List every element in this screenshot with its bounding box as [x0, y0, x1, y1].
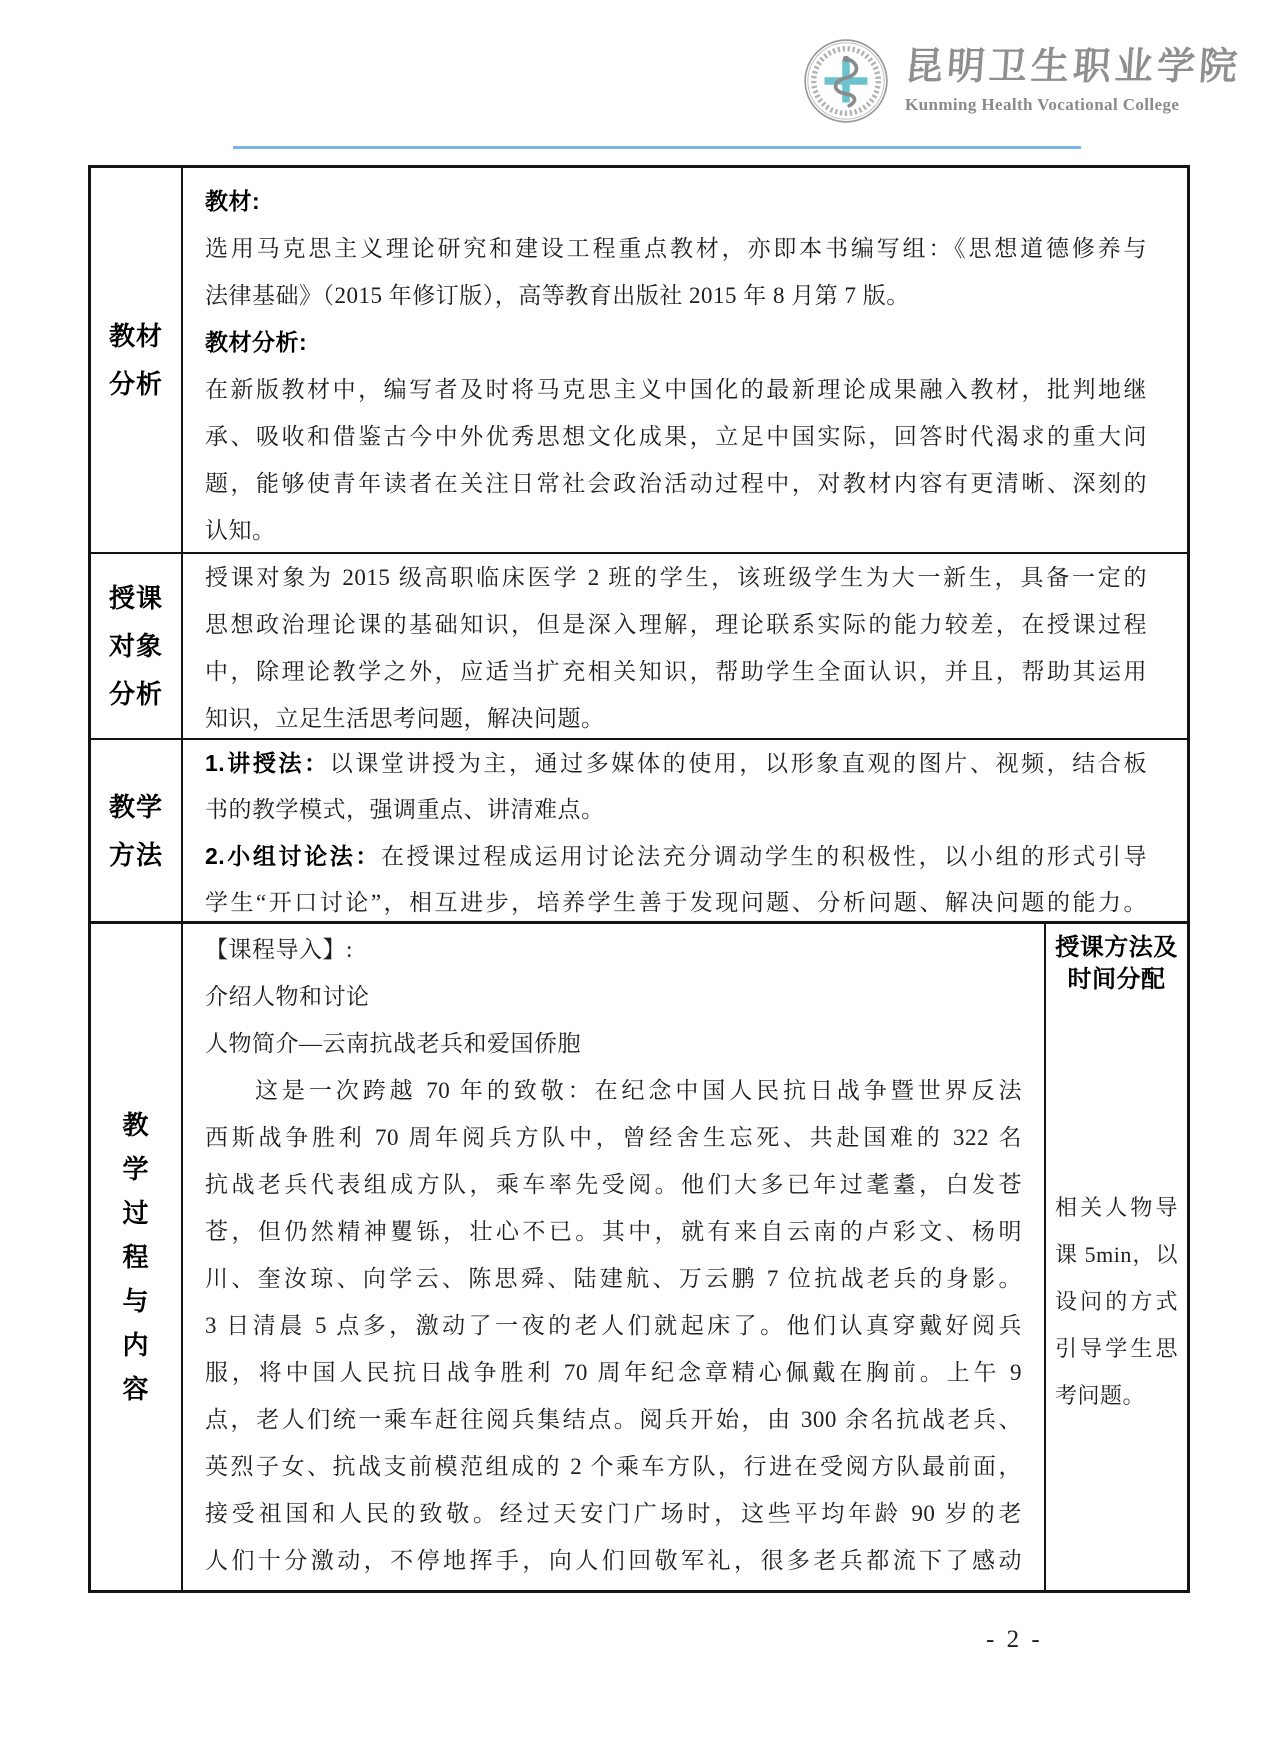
text-line: 3 日清晨 5 点多，激动了一夜的老人们就起床了。他们认真穿戴好阅兵 — [205, 1313, 1022, 1338]
text-line: 川、奎汝琼、向学云、陈思舜、陆建航、万云鹏 7 位抗战老兵的身影。 — [205, 1266, 1022, 1291]
text-line: 西斯战争胜利 70 周年阅兵方队中，曾经舍生忘死、共赴国难的 322 名 — [205, 1125, 1022, 1150]
text-line: 人们十分激动，不停地挥手，向人们回敬军礼，很多老兵都流下了感动 — [205, 1548, 1022, 1573]
text-line: 容 — [122, 1374, 150, 1404]
text-line: 1.讲授法：以课堂讲授为主，通过多媒体的使用，以形象直观的图片、视频，结合板 — [205, 750, 1148, 776]
table-row-audience-analysis — [91, 552, 1187, 738]
text-line: 承、吸收和借鉴古今中外优秀思想文化成果，立足中国实际，回答时代渴求的重大问 — [205, 424, 1147, 449]
text-line: 在新版教材中，编写者及时将马克思主义中国化的最新理论成果融入教材，批判地继 — [205, 377, 1147, 402]
text-line: 认知。 — [205, 518, 276, 543]
text-line: 内 — [122, 1330, 150, 1360]
text-line: 时间分配 — [1067, 966, 1166, 993]
method-time-note — [1046, 1184, 1187, 1419]
college-logo — [803, 38, 1241, 124]
table-row-teaching-process — [91, 921, 1187, 1590]
text-line: 英烈子女、抗战支前模范组成的 2 个乘车方队，行进在受阅方队最前面， — [205, 1454, 1022, 1479]
row-label-textbook-analysis — [91, 168, 183, 552]
text-line: 书的教学模式，强调重点、讲清难点。 — [205, 797, 605, 822]
text-line: 与 — [122, 1286, 150, 1316]
text-line: 教材: — [205, 188, 261, 214]
text-line: 引导学生思 — [1055, 1336, 1178, 1361]
line-bold-prefix: 2.小组讨论法： — [205, 843, 381, 869]
text-line: 教材分析: — [205, 329, 308, 355]
page-number: - 2 - — [986, 1626, 1043, 1653]
text-line: 考问题。 — [1055, 1383, 1146, 1408]
text-line: 教 — [122, 1110, 150, 1140]
text-line: 授课 — [108, 583, 163, 613]
row-label-audience-analysis — [91, 554, 183, 738]
text-line: 思想政治理论课的基础知识，但是深入理解，理论联系实际的能力较差，在授课过程 — [205, 612, 1147, 637]
text-line: 介绍人物和讨论 — [205, 984, 370, 1009]
row-content-teaching-methods — [183, 740, 1187, 921]
text-line: 分析 — [108, 679, 163, 709]
text-line: 设问的方式 — [1055, 1289, 1178, 1314]
row-label-teaching-methods — [91, 740, 183, 921]
text-line: 接受祖国和人民的致敬。经过天安门广场时，这些平均年龄 90 岁的老 — [205, 1501, 1022, 1526]
row-label-teaching-process — [91, 924, 183, 1590]
text-line: 法律基础》（2015 年修订版），高等教育出版社 2015 年 8 月第 7 版。 — [205, 283, 910, 308]
text-line: 中，除理论教学之外，应适当扩充相关知识，帮助学生全面认识，并且，帮助其运用 — [205, 659, 1147, 684]
text-line: 选用马克思主义理论研究和建设工程重点教材，亦即本书编写组：《思想道德修养与 — [205, 236, 1147, 261]
college-seal-icon — [803, 38, 889, 124]
row-content-teaching-process — [183, 924, 1044, 1590]
text-line: 人物简介—云南抗战老兵和爱国侨胞 — [205, 1031, 581, 1056]
method-time-column — [1044, 924, 1187, 1590]
text-line: 教材 — [108, 321, 163, 351]
lesson-plan-table — [88, 165, 1190, 1593]
method-time-column-title — [1046, 924, 1187, 996]
text-line: 授课对象为 2015 级高职临床医学 2 班的学生，该班级学生为大一新生，具备一定的 — [205, 565, 1147, 590]
text-line: 学 — [122, 1154, 150, 1184]
text-line: 题，能够使青年读者在关注日常社会政治活动过程中，对教材内容有更清晰、深刻的 — [205, 471, 1147, 496]
row-content-audience-analysis — [183, 554, 1187, 738]
text-line: 抗战老兵代表组成方队，乘车率先受阅。他们大多已年过耄耋，白发苍 — [205, 1172, 1022, 1197]
college-name-block — [905, 38, 1241, 115]
text-line: 分析 — [108, 369, 163, 399]
table-row-teaching-methods — [91, 738, 1187, 921]
text-line: 知识，立足生活思考问题，解决问题。 — [205, 706, 605, 731]
text-line: 学生“开口讨论”，相互进步，培养学生善于发现问题、分析问题、解决问题的能力。 — [205, 890, 1147, 915]
text-line: 相关人物导 — [1055, 1195, 1178, 1220]
text-line: 方法 — [108, 839, 163, 870]
text-line: 对象 — [108, 631, 163, 661]
text-line: 教学 — [108, 791, 163, 822]
line-bold-prefix: 1.讲授法： — [205, 750, 330, 776]
college-name-zh: 昆明卫生职业学院 — [903, 43, 1243, 88]
text-line: 点，老人们统一乘车赶往阅兵集结点。阅兵开始，由 300 余名抗战老兵、 — [205, 1407, 1022, 1432]
row-content-textbook-analysis — [183, 168, 1187, 552]
text-line: 服，将中国人民抗日战争胜利 70 周年纪念章精心佩戴在胸前。上午 9 — [205, 1360, 1022, 1385]
text-line: 程 — [122, 1242, 150, 1272]
text-line: 授课方法及 — [1055, 934, 1178, 961]
table-row-textbook-analysis — [91, 168, 1187, 552]
text-line: 【课程导入】: — [205, 937, 353, 962]
text-line: 这是一次跨越 70 年的致敬：在纪念中国人民抗日战争暨世界反法 — [255, 1078, 1022, 1103]
text-line: 过 — [122, 1198, 150, 1228]
text-line: 2.小组讨论法：在授课过程成运用讨论法充分调动学生的积极性，以小组的形式引导 — [205, 843, 1148, 869]
text-line: 课 5min，以 — [1055, 1242, 1178, 1267]
text-line: 苍，但仍然精神矍铄，壮心不已。其中，就有来自云南的卢彩文、杨明 — [205, 1219, 1022, 1244]
college-name-en: Kunming Health Vocational College — [904, 95, 1180, 114]
header-rule — [233, 146, 1081, 149]
